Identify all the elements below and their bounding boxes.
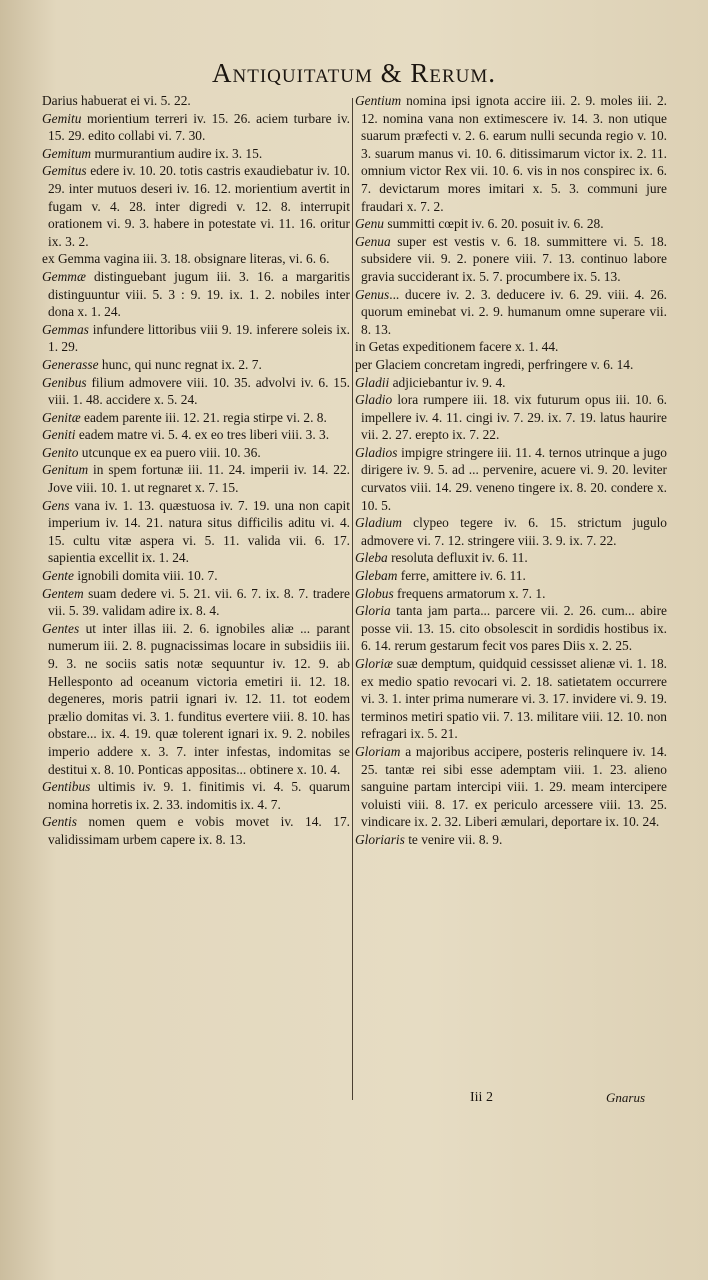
index-entry: [42, 444, 350, 462]
index-entry: [355, 444, 667, 514]
entry-text: distinguebant jugum iii. 3. 16. a margaritis distinguuntur viii. 5. 3 : 9. 19. ix. 1. 2. nobiles inter dona x. 1. 24.: [48, 268, 350, 320]
entry-text: frequens armatorum x. 7. 1.: [393, 585, 546, 601]
index-entry: [355, 743, 667, 831]
entry-headword: Genitum: [42, 462, 89, 478]
entry-text: ultimis iv. 9. 1. finitimis vi. 4. 5. quarum nomina horretis ix. 2. 33. indomitis ix. 4. 7.: [48, 779, 350, 812]
entry-text: resoluta defluxit iv. 6. 11.: [387, 550, 528, 566]
entry-text: summitti cœpit iv. 6. 20. posuit iv. 6. 28.: [384, 216, 604, 232]
entry-headword: Gentem: [42, 585, 84, 601]
entry-headword: Gladios: [355, 444, 398, 460]
entry-headword: Gemitu: [42, 110, 82, 126]
entry-headword: Genito: [42, 444, 79, 460]
entry-text: per Glaciem concretam ingredi, perfringere v. 6. 14.: [355, 356, 634, 372]
entry-text: ... ducere iv. 2. 3. deducere iv. 6. 29. viii. 4. 26. quorum eminebat vi. 2. 9. humanum omne superare vii. 8. 13.: [361, 286, 667, 337]
entry-headword: Globus: [355, 585, 394, 601]
entry-headword: Geniti: [42, 427, 76, 443]
entry-text: ferre, amittere iv. 6. 11.: [397, 568, 526, 584]
entry-text: edere iv. 10. 20. totis castris exaudiebatur iv. 10. 29. inter mutuos deseri iv. 16. 12. morientium avertit in fugam v. 4. 28. inter digredi v. 12. 8. interrupit orationem vi. 9. 3. habere in potestate vi. 11. 16. oritur ix. 3. 2.: [48, 163, 350, 249]
entry-text: ignobili domita viii. 10. 7.: [73, 568, 218, 584]
entry-text: suam dedere vi. 5. 21. vii. 6. 7. ix. 8. 7. tradere vii. 5. 39. validam adire ix. 8. 4.: [48, 585, 350, 619]
index-entry: [355, 391, 667, 444]
entry-headword: Gladii: [355, 374, 390, 390]
entry-headword: Gemitus: [42, 163, 87, 179]
index-entry: [42, 162, 350, 250]
left-column: [42, 92, 350, 849]
entry-headword: Gloriæ: [355, 656, 393, 671]
entry-headword: Gemmas: [42, 321, 89, 337]
entry-headword: Gloriaris: [355, 831, 405, 847]
index-entry: [355, 356, 667, 374]
entry-text: vana iv. 1. 13. quæstuosa iv. 7. 19. una non capit imperium iv. 14. 21. natura situs difficilis aditu vi. 4. 15. cultu vitæ aspera vi. 5. 11. valida vii. 6. 17. sapientia excellit ix. 1. 24.: [48, 497, 350, 566]
index-entry: [355, 831, 667, 849]
signature-mark: Iii 2: [470, 1090, 493, 1105]
entry-text: filium admovere viii. 10. 35. advolvi iv. 6. 15. viii. 1. 48. accidere x. 5. 24.: [48, 374, 350, 408]
entry-headword: Genibus: [42, 374, 87, 390]
entry-headword: Genitæ: [42, 409, 81, 425]
entry-text: super est vestis v. 6. 18. summittere vi. 5. 18. subsidere vii. 9. 2. ponere viii. 7. 13. continuo labore gravia succiderant ix. 5. 7. procumbere ix. 5. 13.: [361, 233, 667, 284]
index-entry: [42, 268, 350, 321]
index-entry: [42, 620, 350, 778]
index-entry: [355, 92, 667, 215]
entry-text: utcunque ex ea puero viii. 10. 36.: [78, 444, 261, 460]
running-head: Antiquitatum & Rerum.: [212, 58, 496, 88]
index-entry: [42, 585, 350, 620]
index-entry: [42, 409, 350, 427]
entry-text: ex Gemma vagina iii. 3. 18. obsignare literas, vi. 6. 6.: [42, 251, 330, 267]
entry-text: suæ demptum, quidquid cessisset alienæ vi. 1. 18. ex medio spatio revocari vi. 2. 18. satietatem occurrere vi. 3. 1. inter prima numerare vi. 3. 17. invidere vi. 9. 19. terminos metiri spatio vii. 7. 13. militare viii. 12. 10. non refragari ix. 5. 21.: [361, 656, 667, 742]
index-entry: [355, 286, 667, 339]
entry-text: clypeo tegere iv. 6. 15. strictum jugulo admovere vi. 7. 12. stringere viii. 3. 9. ix. 7. 22.: [361, 515, 667, 548]
entry-text: in spem fortunæ iii. 11. 24. imperii iv. 14. 22. Jove viii. 10. 1. ut regnaret x. 7. 15.: [48, 462, 350, 496]
entry-headword: Gloriam: [355, 743, 401, 759]
entry-headword: Gleba: [355, 550, 388, 566]
entry-text: impigre stringere iii. 11. 4. ternos utrinque a jugo dirigere iv. 9. 5. ad ... pervenire, acuere vi. 9. 20. leviter curvatos viii. 14. 29. veneno tingere ix. 8. 20. condere x. 10. 5.: [361, 444, 667, 513]
entry-text: a majoribus accipere, posteris relinquere iv. 14. 25. tantæ rei sibi esse ademptam viii. 1. 23. alieno sanguine partam intercipi viii. 1. 29. meam intercipere voluisti viii. 8. 17. ex periculo arcessere viii. 13. 25. vindicare ix. 2. 32. Liberi æmulari, deportare ix. 10. 24.: [361, 743, 667, 830]
entry-text: nomen quem e vobis movet iv. 14. 17. validissimam urbem capere ix. 8. 13.: [48, 814, 350, 847]
catchword: Gnarus: [606, 1090, 646, 1105]
entry-text: ut inter illas iii. 2. 6. ignobiles aliæ ... parant numerum iii. 2. 8. pugnacissimas locare in subsidiis iii. 9. 3. ne sociis satis notæ sequuntur iv. 12. 9. ab Hellesponto ad oceanum victoria emetiri ii. 12. 18. degeneres, moris patrii ignari iv. 12. 11. tot eodem prælio domitas vi. 3. 1. funditus evertere viii. 8. 10. has obstare... ix. 4. 19. quæ tolerent ignari ix. 9. 2. nobiles imperio addere x. 3. 7. inter infestas, indomitas se destitui x. 8. 10. Ponticas appositas... obtinere x. 10. 4.: [48, 620, 350, 777]
index-entry: [42, 110, 350, 145]
index-entry: [42, 374, 350, 409]
entry-text: adjiciebantur iv. 9. 4.: [389, 374, 506, 390]
entry-headword: Gloria: [355, 603, 391, 619]
entry-text: morientium terreri iv. 15. 26. aciem turbare iv. 15. 29. edito collabi vi. 7. 30.: [48, 110, 350, 144]
entry-headword: Genu: [355, 216, 385, 232]
entry-headword: Genua: [355, 233, 391, 249]
entry-headword: Gentibus: [42, 779, 91, 795]
entry-text: te venire vii. 8. 9.: [404, 831, 503, 847]
right-column: [355, 92, 667, 849]
entry-headword: Generasse: [42, 356, 99, 372]
entry-headword: Gentium: [355, 93, 402, 108]
index-entry: [355, 655, 667, 743]
entry-headword: Gentis: [42, 814, 77, 830]
index-entry: [42, 356, 350, 374]
index-entry: [42, 250, 350, 268]
entry-text: lora rumpere iii. 18. vix futurum opus iii. 10. 6. impellere iv. 4. 11. cingi iv. 7. 29. ix. 7. 19. latus haurire vii. 2. 27. erepto ix. 7. 22.: [361, 392, 667, 443]
index-entry: [42, 145, 350, 163]
entry-headword: Gemmæ: [42, 268, 86, 284]
index-entry: [355, 215, 667, 233]
index-entry: [355, 374, 667, 392]
index-entry: [355, 338, 667, 356]
entry-text: eadem matre vi. 5. 4. ex eo tres liberi viii. 3. 3.: [75, 427, 330, 443]
entry-headword: Gemitum: [42, 145, 92, 161]
entry-text: murmurantium audire ix. 3. 15.: [91, 145, 263, 161]
index-entry: [355, 602, 667, 655]
entry-text: in Getas expeditionem facere x. 1. 44.: [355, 339, 559, 355]
index-entry: [42, 92, 350, 110]
entry-text: eadem parente iii. 12. 21. regia stirpe vi. 2. 8.: [80, 409, 327, 425]
index-entry: [355, 549, 667, 567]
entry-text: Darius habuerat ei vi. 5. 22.: [42, 93, 191, 108]
index-entry: [42, 426, 350, 444]
entry-headword: Gens: [42, 497, 70, 513]
entry-headword: Gladium: [355, 515, 402, 531]
index-entry: [42, 497, 350, 567]
index-entry: [42, 321, 350, 356]
index-entry: [42, 778, 350, 813]
index-entry: [355, 514, 667, 549]
index-entry: [42, 461, 350, 496]
entry-headword: Glebam: [355, 568, 398, 584]
entry-headword: Gente: [42, 568, 74, 584]
entry-headword: Gentes: [42, 620, 80, 636]
entry-headword: Genus: [355, 286, 390, 302]
entry-headword: Gladio: [355, 392, 393, 408]
entry-text: tanta jam parta... parcere vii. 2. 26. cum... abire posse vii. 13. 15. cito obsolescit in sordidis hostibus ix. 6. 14. rerum gestarum fecit vos pares Diis x. 2. 25.: [361, 603, 667, 654]
entry-text: infundere littoribus viii 9. 19. inferere soleis ix. 1. 29.: [48, 321, 350, 355]
index-entry: [355, 585, 667, 603]
index-entry: [42, 813, 350, 848]
column-rule: [352, 98, 353, 1100]
index-entry: [355, 233, 667, 286]
entry-text: hunc, qui nunc regnat ix. 2. 7.: [98, 356, 262, 372]
index-entry: [42, 567, 350, 585]
index-entry: [355, 567, 667, 585]
entry-text: nomina ipsi ignota accire iii. 2. 9. moles iii. 2. 12. nomina vana non extimescere iv. 14. 3. non utique suarum præfecti v. 2. 6. earum nulli secunda regio v. 10. 3. suarum manus vi. 10. 6. ditissimarum victor ix. 2. 11. omnium victor Rex vii. 10. 6. vis in nos conspirec ix. 6. 7. devictarum mores imitari x. 5. 3. communi jure fraudari x. 7. 2.: [361, 93, 667, 214]
